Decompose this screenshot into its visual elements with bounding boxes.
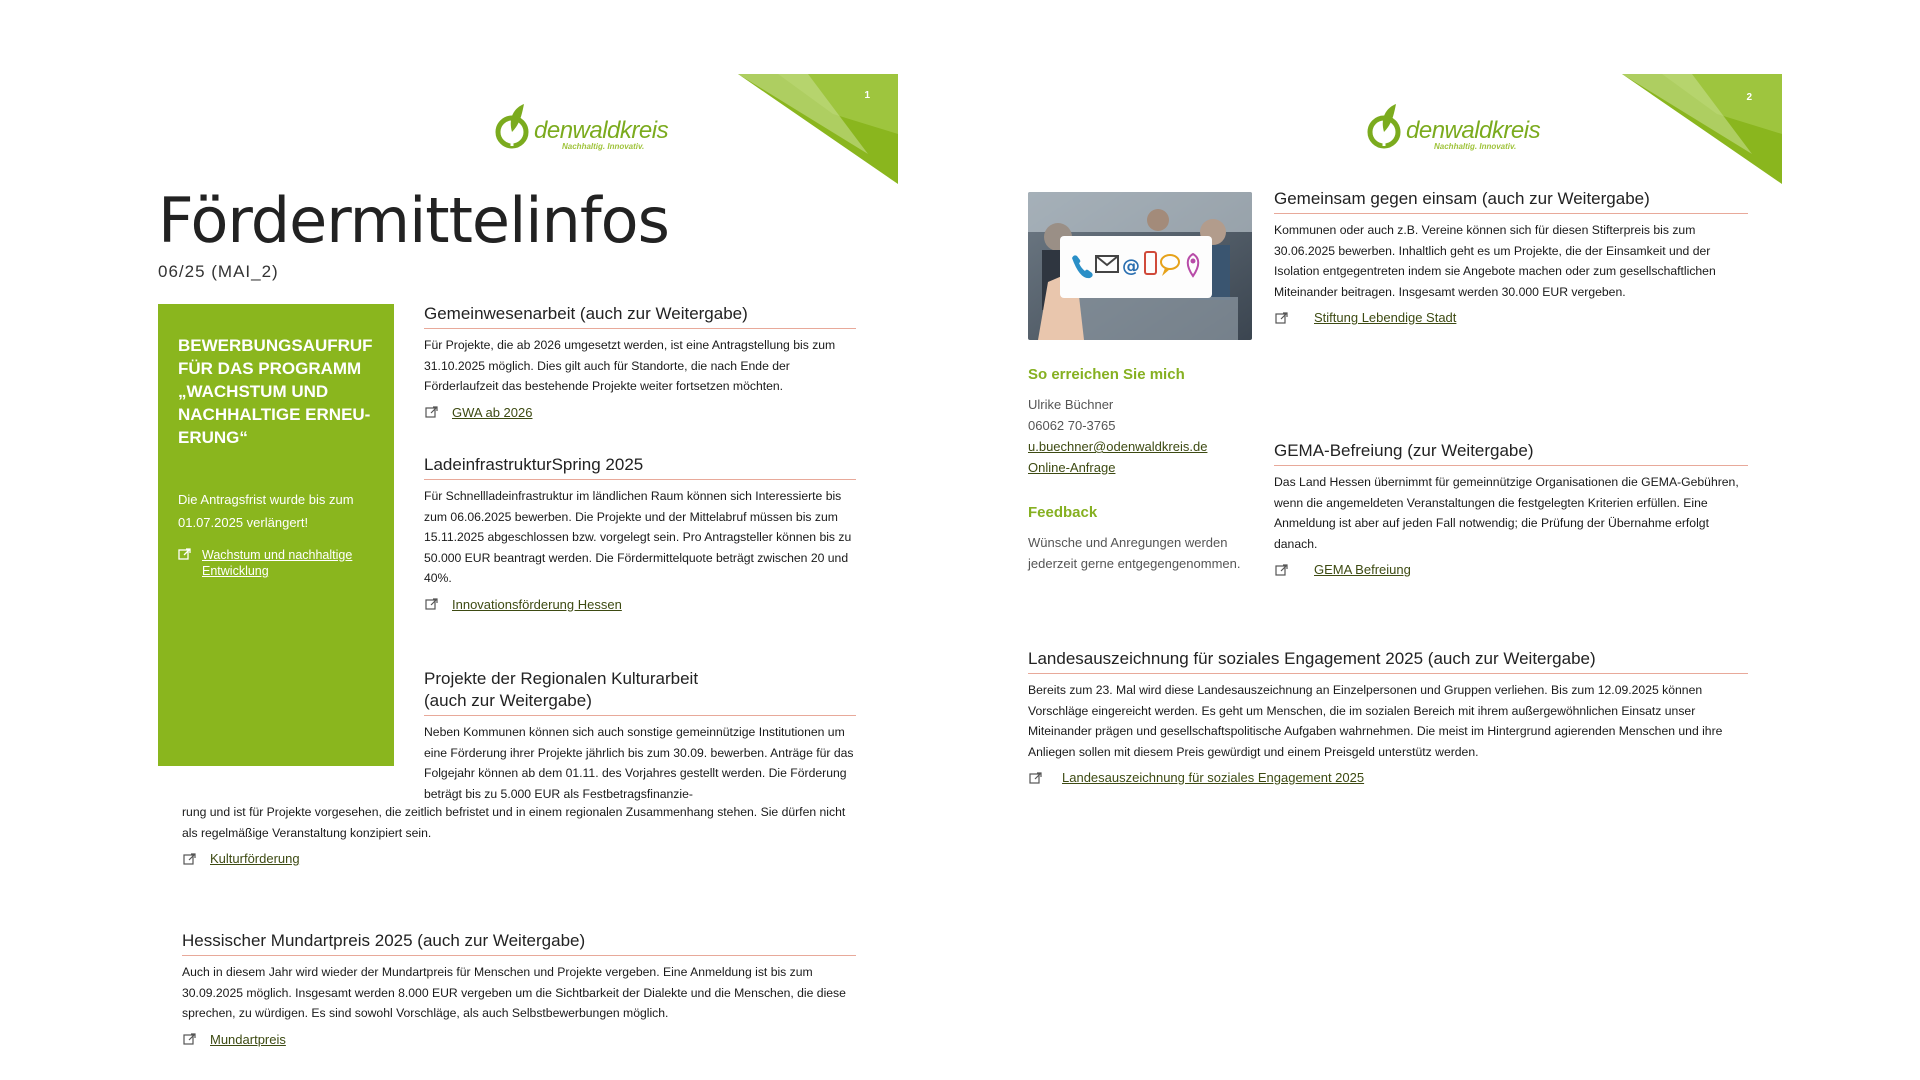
link-row [1028, 770, 1748, 785]
contact-name: Ulrike Büchner [1028, 397, 1114, 412]
section-heading: GEMA-Befreiung (zur Weitergabe) [1274, 440, 1748, 466]
callout-box [158, 304, 394, 766]
heading-line-2: (auch zur Weitergabe) [424, 691, 592, 710]
section-body-continued: rung und ist für Projekte vorgesehen, die zeitlich befristet und in einem regionalen Zusammenhang stehen. Sie dürfen nicht als regelmäßige Veranstaltung konzipiert sein. [182, 805, 846, 840]
external-link-icon [1274, 563, 1290, 577]
contact-photo-illustration [1028, 192, 1252, 340]
corner-decoration [738, 74, 898, 184]
section-heading: Gemeinsam gegen einsam (auch zur Weitergabe) [1274, 188, 1748, 214]
section-body: Das Land Hessen übernimmt für gemeinnützige Organisationen die GEMA-Gebühren, wenn die angemeldeten Veranstaltungen die festgelegten Kriterien erfüllen. Eine Anmeldung ist aber auf jeden Fall notwendig; die Prüfung der Übernahme erfolgt danach. [1274, 475, 1739, 551]
section-gema-befreiung [1274, 440, 1748, 577]
logo-wordmark: denwaldkreis [534, 117, 669, 144]
page-number: 1 [864, 90, 870, 101]
feedback-text: Wünsche und Anregungen werden jederzeit gerne entgegengenommen. [1028, 535, 1241, 571]
callout-title: BEWERBUNGSAUFRUF FÜR DAS PROGRAMM „WACHSTUM UND NACHHALTIGE ERNEU-ERUNG“ [178, 336, 373, 447]
section-body: Für Projekte, die ab 2026 umgesetzt werden, ist eine Antragstellung bis zum 31.10.2025 möglich. Dies gilt auch für Standorte, die nach Ende der Förderlaufzeit das bestehende Projekte weiter fortsetzen möchten. [424, 338, 836, 393]
link-row [1274, 310, 1748, 325]
external-link-icon [424, 597, 440, 611]
section-body: Neben Kommunen können sich auch sonstige gemeinnützige Institutionen um eine Förderung ihrer Projekte jährlich bis zum 30.09. bewerben. Anträge für das Folgejahr können ab dem 01.11. des Vorjahres gestellt werden. Die Förderung beträgt bis zu 5.000 EUR als Festbetragsfinanzie- [424, 725, 854, 801]
landesauszeichnung-link[interactable]: Landesauszeichnung für soziales Engagement 2025 [1062, 770, 1365, 785]
kulturfoerderung-link[interactable]: Kulturförderung [210, 851, 300, 866]
logo-wordmark: denwaldkreis [1406, 117, 1541, 144]
online-inquiry-link[interactable]: Online-Anfrage [1028, 460, 1116, 475]
contact-photo [1028, 192, 1252, 340]
external-link-icon [182, 852, 198, 866]
mundartpreis-link[interactable]: Mundartpreis [210, 1031, 286, 1047]
section-gemeinwesenarbeit [424, 303, 856, 420]
link-row [182, 851, 856, 866]
page-title: Fördermittelinfos [158, 184, 669, 257]
page-number: 2 [1746, 92, 1752, 103]
section-kulturarbeit-continued [182, 802, 856, 866]
callout-text: Die Antragsfrist wurde bis zum 01.07.2025 verlängert! [178, 492, 354, 530]
section-body: Für Schnellladeinfrastruktur im ländlichen Raum können sich Interessierte bis zum 06.06.2025 bewerben. Die Projekte und der Mittelabruf müssen bis zum 15.11.2025 abgeschlossen bzw. vorgelegt sein. Pro Antragsteller können bis zu 50.000 EUR beantragt werden. Die Fördermittelquote beträgt zwischen 20 und 40%. [424, 489, 852, 585]
section-ladeinfrastruktur [424, 454, 856, 612]
section-heading: Landesauszeichnung für soziales Engagement 2025 (auch zur Weitergabe) [1028, 648, 1748, 674]
section-mundartpreis [182, 930, 856, 1047]
section-kulturarbeit [424, 668, 856, 804]
logo-tagline: Nachhaltig. Innovativ. [1434, 142, 1517, 151]
newsletter-page-2 [1028, 74, 1788, 1080]
external-link-icon [1274, 311, 1290, 325]
feedback-heading: Feedback [1028, 504, 1098, 521]
heading-line-1: Projekte der Regionalen Kulturarbeit [424, 669, 699, 688]
section-heading [424, 668, 856, 716]
contact-phone: 06062 70-3765 [1028, 418, 1116, 433]
contact-block [1028, 394, 1248, 478]
section-landesauszeichnung [1028, 648, 1748, 785]
leaf-o-logo-icon [494, 100, 534, 150]
link-row [424, 597, 856, 612]
at-icon [1122, 256, 1140, 277]
contact-email-link[interactable]: u.buechner@odenwaldkreis.de [1028, 439, 1208, 454]
external-link-icon [182, 1032, 198, 1046]
section-body: Bereits zum 23. Mal wird diese Landesauszeichnung an Einzelpersonen und Gruppen verliehen. Bis zum 12.09.2025 können Vorschläge eingereicht werden. Es geht um Menschen, die im sozialen Bereich mit ihrem außergewöhnlichen Einsatz unser Miteinander prägen und gesellschaftspolitische Aufgaben wahrnehmen. Die meist im Hintergrund agierenden Menschen und ihre Anliegen sollen mit diesem Preis gewürdigt und einem Preisgeld unterstütz werden. [1028, 683, 1723, 759]
callout-link-row [178, 547, 362, 579]
gema-link[interactable]: GEMA Befreiung [1314, 562, 1411, 577]
section-body: Kommunen oder auch z.B. Vereine können sich für diesen Stifterpreis bis zum 30.06.2025 bewerben. Inhaltlich geht es um Projekte, die der Einsamkeit und der Isolation entgegentreten indem sie Angebote machen oder zum gesellschaftlichen Miteinander beitragen. Insgesamt werden 30.000 EUR vergeben. [1274, 223, 1716, 299]
leaf-o-logo-icon [1366, 100, 1406, 150]
odenwaldkreis-logo [494, 100, 668, 150]
corner-decoration [1622, 74, 1782, 184]
odenwaldkreis-logo [1366, 100, 1540, 150]
link-row [1274, 562, 1748, 577]
link-row [424, 405, 856, 420]
callout-link[interactable]: Wachstum und nachhaltige Entwicklung [202, 548, 353, 578]
external-link-icon [178, 547, 192, 561]
issue-subtitle: 06/25 (MAI_2) [158, 262, 279, 281]
external-link-icon [424, 405, 440, 419]
link-row [182, 1032, 856, 1047]
contact-heading: So erreichen Sie mich [1028, 366, 1185, 383]
external-link-icon [1028, 771, 1044, 785]
newsletter-page-1 [158, 74, 898, 1080]
section-body: Auch in diesem Jahr wird wieder der Mundartpreis für Menschen und Projekte vergeben. Eine Anmeldung ist bis zum 30.09.2025 möglich. Insgesamt werden 8.000 EUR vergeben um die Sichtbarkeit der Dialekte und die Menschen, die diese sprechen, zu würdigen. Es sind sowohl Vorschläge, als auch Selbstbewerbungen möglich. [182, 965, 846, 1020]
section-heading: Hessischer Mundartpreis 2025 (auch zur Weitergabe) [182, 930, 856, 956]
innovationsfoerderung-link[interactable]: Innovationsförderung Hessen [452, 596, 622, 612]
section-heading: LadeinfrastrukturSpring 2025 [424, 454, 856, 480]
gwa-link[interactable]: GWA ab 2026 [452, 404, 533, 420]
logo-tagline: Nachhaltig. Innovativ. [562, 142, 645, 151]
section-heading: Gemeinwesenarbeit (auch zur Weitergabe) [424, 303, 856, 329]
section-gemeinsam-gegen-einsam [1274, 188, 1748, 325]
svg-text:@: @ [1122, 256, 1140, 277]
stiftung-link[interactable]: Stiftung Lebendige Stadt [1314, 310, 1457, 325]
